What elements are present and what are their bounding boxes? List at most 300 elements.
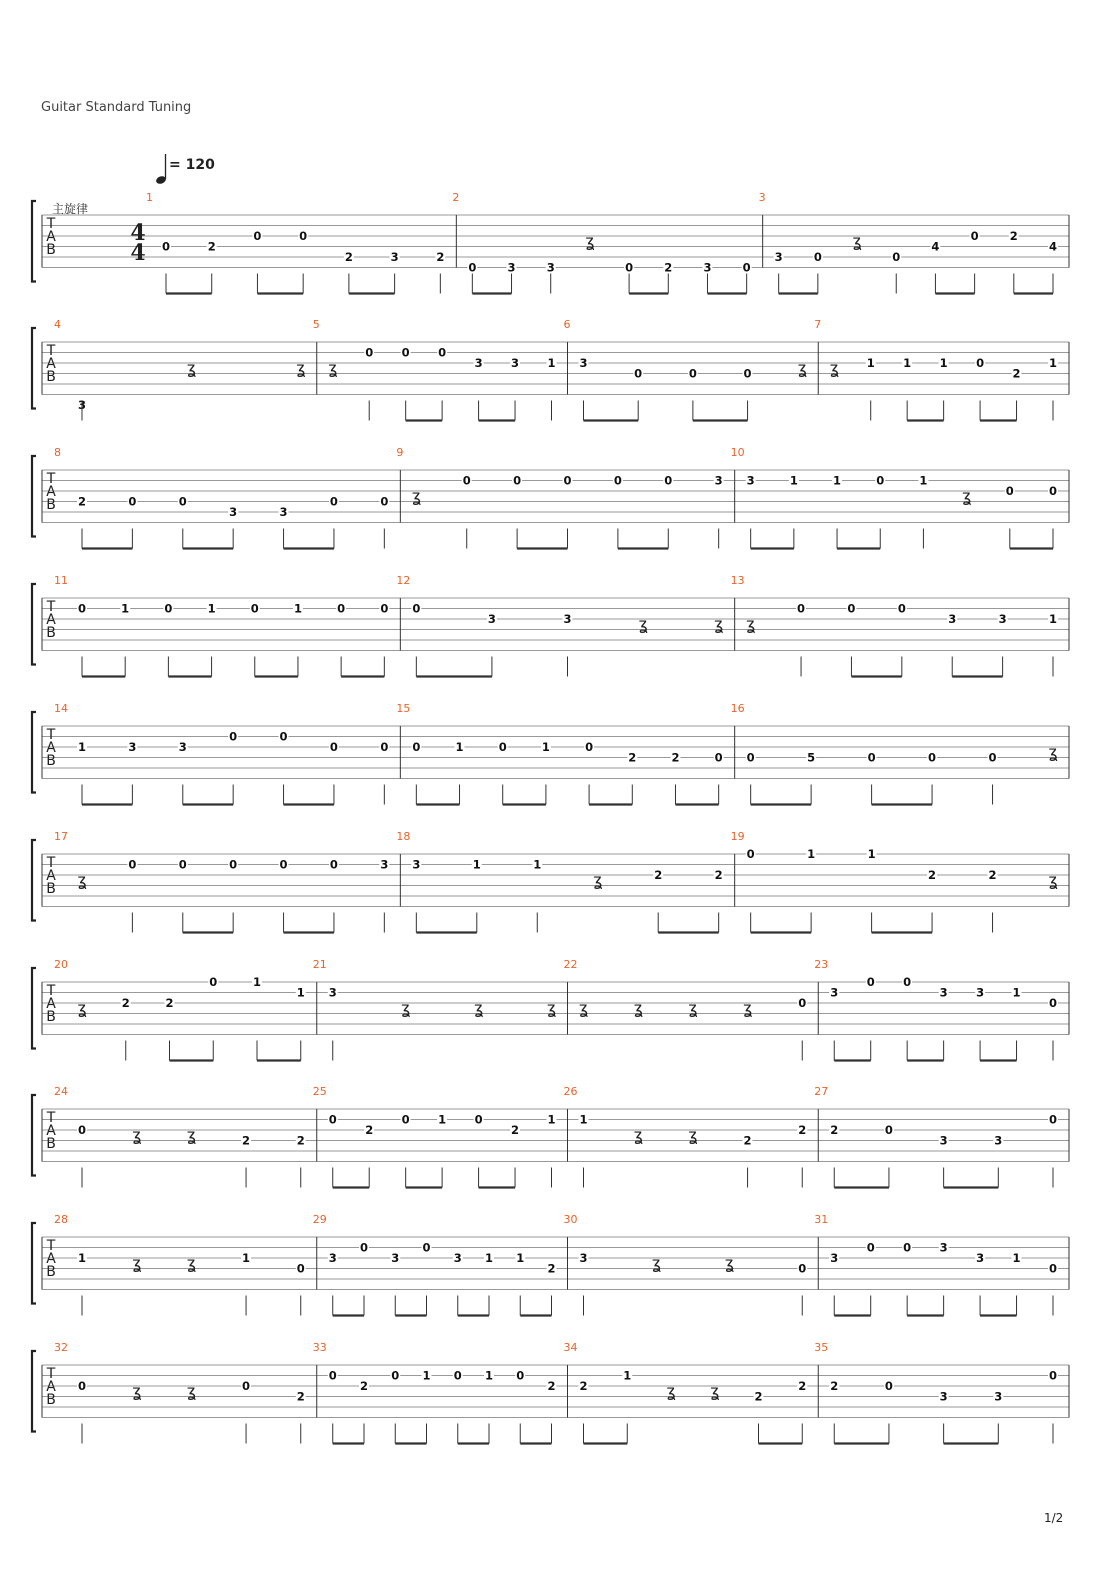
staff-system	[32, 446, 1069, 549]
fret-number: 0	[253, 229, 262, 243]
fret-number: 0	[746, 847, 755, 861]
fret-number: 1	[77, 740, 87, 754]
measure-number: 12	[396, 574, 411, 587]
staff-system	[32, 574, 1069, 677]
staff-system	[32, 318, 1069, 421]
fret-number: 0	[884, 1379, 893, 1393]
measure	[54, 446, 389, 549]
measure-number: 8	[54, 446, 61, 459]
fret-number: 0	[242, 1379, 251, 1393]
measure	[396, 830, 723, 933]
fret-number: 0	[401, 345, 410, 360]
tab-clef-letter: A	[46, 612, 56, 628]
fret-number: 0	[128, 494, 137, 509]
fret-number: 0	[1048, 996, 1058, 1010]
tab-clef-letter: T	[46, 1110, 56, 1126]
fret-number: 0	[563, 473, 572, 488]
fret-number: 0	[688, 366, 697, 381]
fret-number: 0	[299, 229, 308, 243]
quarter-rest-icon: ʓ	[797, 358, 807, 378]
staff-system	[32, 1085, 1069, 1188]
fret-number: 2	[714, 868, 723, 882]
fret-number: 0	[714, 750, 723, 765]
fret-number: 3	[128, 740, 137, 754]
tuning-label: Guitar Standard Tuning	[41, 100, 192, 115]
tab-clef-letter: B	[46, 753, 56, 769]
fret-number: 1	[472, 857, 481, 872]
fret-number: 1	[1048, 356, 1058, 370]
fret-number: 2	[296, 1389, 305, 1404]
system-bracket	[32, 968, 36, 1049]
fret-number: 0	[462, 473, 471, 488]
fret-number: 3	[229, 505, 238, 519]
fret-number: 0	[401, 1112, 410, 1127]
fret-number: 1	[77, 1251, 87, 1265]
tab-clef-letter: A	[46, 1379, 56, 1395]
fret-number: 0	[847, 601, 856, 616]
fret-number: 0	[250, 601, 259, 616]
fret-number: 0	[798, 996, 807, 1010]
quarter-rest-icon: ʓ	[961, 486, 972, 506]
measure	[313, 1341, 557, 1444]
measure	[396, 702, 723, 805]
fret-number: 0	[884, 1123, 893, 1137]
measure	[396, 574, 723, 677]
fret-number: 3	[178, 740, 187, 754]
fret-number: 0	[742, 260, 751, 275]
tab-clef-letter: A	[46, 740, 56, 756]
fret-number: 2	[579, 1379, 588, 1393]
fret-number: 2	[207, 239, 216, 254]
measure-number: 26	[563, 1085, 578, 1098]
fret-number: 1	[903, 356, 912, 370]
measure	[54, 830, 389, 933]
quarter-rest-icon: ʓ	[132, 1253, 142, 1273]
tab-clef-letter: B	[46, 1264, 56, 1280]
measure-number: 23	[814, 958, 829, 971]
fret-number: 0	[746, 750, 755, 765]
system-bracket	[32, 1351, 36, 1432]
fret-number: 2	[1012, 366, 1021, 381]
fret-number: 0	[613, 473, 622, 488]
fret-number: 3	[412, 857, 421, 872]
fret-number: 3	[579, 1251, 588, 1265]
fret-number: 0	[867, 750, 876, 765]
staff-system	[32, 1341, 1069, 1444]
fret-number: 0	[328, 1368, 337, 1383]
tab-clef-letter: T	[46, 1238, 56, 1254]
fret-number: 2	[121, 996, 130, 1010]
quarter-rest-icon: ʓ	[132, 1125, 142, 1145]
measure-number: 14	[54, 702, 68, 715]
fret-number: 0	[516, 1368, 525, 1383]
tab-clef-letter: B	[46, 497, 56, 513]
measure-number: 32	[54, 1341, 68, 1354]
fret-number: 4	[1048, 239, 1058, 254]
fret-number: 0	[178, 494, 187, 509]
fret-number: 2	[798, 1379, 807, 1393]
fret-number: 0	[634, 366, 643, 381]
measure-number: 10	[730, 446, 745, 459]
staff-system	[32, 830, 1069, 933]
fret-number: 1	[484, 1251, 494, 1265]
quarter-rest-icon: ʓ	[714, 614, 724, 634]
fret-number: 1	[242, 1251, 251, 1265]
fret-number: 0	[866, 1240, 875, 1255]
quarter-rest-icon: ʓ	[296, 358, 306, 378]
quarter-rest-icon: ʓ	[77, 870, 87, 890]
measure	[54, 702, 389, 805]
system-bracket	[32, 456, 36, 537]
fret-number: 2	[296, 1133, 305, 1148]
measure-number: 20	[54, 958, 68, 971]
fret-number: 0	[813, 250, 822, 264]
fret-number: 3	[703, 260, 712, 275]
fret-number: 0	[976, 356, 985, 370]
quarter-rest-icon: ʓ	[328, 358, 338, 378]
measure	[54, 1213, 306, 1316]
quarter-rest-icon: ʓ	[829, 358, 839, 378]
fret-number: 0	[797, 601, 806, 616]
tab-clef-letter: A	[46, 484, 56, 500]
tab-clef-letter: A	[46, 229, 56, 245]
tab-clef-letter: T	[46, 983, 56, 999]
fret-number: 2	[165, 996, 174, 1010]
quarter-rest-icon: ʓ	[186, 1381, 196, 1401]
fret-number: 3	[948, 612, 957, 626]
tab-clef-letter: A	[46, 356, 56, 372]
fret-number: 0	[391, 1368, 400, 1383]
measure-number: 9	[396, 446, 404, 459]
measure-number: 17	[54, 830, 68, 843]
measure	[313, 318, 557, 421]
fret-number: 1	[807, 847, 816, 861]
fret-number: 3	[390, 250, 399, 264]
system-bracket	[32, 328, 36, 409]
quarter-rest-icon: ʓ	[186, 1253, 196, 1273]
fret-number: 2	[511, 1123, 520, 1137]
fret-number: 0	[625, 260, 634, 275]
fret-number: 3	[380, 857, 389, 872]
fret-number: 2	[242, 1133, 251, 1148]
quarter-rest-icon: ʓ	[651, 1253, 662, 1273]
fret-number: 0	[1048, 1112, 1058, 1127]
fret-number: 0	[928, 750, 937, 765]
fret-number: 0	[903, 975, 912, 989]
fret-number: 0	[412, 601, 421, 616]
fret-number: 3	[714, 473, 723, 488]
quarter-rest-icon: ʓ	[638, 614, 648, 634]
fret-number: 3	[453, 1251, 462, 1265]
fret-number: 2	[344, 250, 353, 264]
fret-number: 1	[866, 356, 875, 370]
measure	[564, 1085, 808, 1188]
fret-number: 0	[412, 740, 421, 754]
quarter-rest-icon: ʓ	[411, 486, 421, 506]
tab-clef-letter: B	[46, 369, 56, 385]
fret-number: 2	[77, 494, 87, 509]
fret-number: 3	[939, 1240, 948, 1255]
fret-number: 1	[833, 473, 842, 488]
fret-number: 0	[474, 1112, 483, 1127]
quarter-rest-icon: ʓ	[593, 870, 603, 890]
fret-number: 2	[928, 868, 937, 882]
fret-number: 0	[77, 1379, 87, 1393]
fret-number: 3	[976, 1251, 985, 1265]
quarter-rest-icon: ʓ	[186, 358, 196, 378]
fret-number: 0	[128, 857, 137, 872]
fret-number: 3	[579, 356, 588, 370]
fret-number: 0	[359, 1240, 369, 1255]
quarter-rest-icon: ʓ	[546, 998, 557, 1018]
fret-number: 3	[746, 473, 755, 488]
tab-clef-letter: T	[46, 1366, 56, 1382]
fret-number: 1	[919, 473, 928, 488]
tab-clef-letter: B	[46, 242, 56, 258]
measure	[452, 191, 751, 294]
fret-number: 0	[876, 473, 885, 488]
measure	[54, 958, 306, 1061]
fret-number: 0	[161, 239, 171, 254]
staff-system	[32, 191, 1069, 294]
measure-number: 25	[312, 1085, 327, 1098]
fret-number: 1	[547, 1112, 556, 1127]
fret-number: 1	[939, 356, 948, 370]
time-signature-bottom: 4	[130, 240, 146, 266]
fret-number: 0	[1048, 1368, 1058, 1383]
measure	[54, 318, 305, 421]
measure-number: 7	[814, 318, 822, 331]
fret-number: 0	[498, 740, 507, 754]
measure-number: 35	[814, 1341, 829, 1354]
tab-clef-letter: A	[46, 1251, 56, 1267]
fret-number: 3	[507, 260, 516, 275]
measure	[54, 574, 389, 677]
fret-number: 0	[229, 857, 238, 872]
system-bracket	[32, 201, 36, 282]
measure	[54, 1085, 306, 1188]
fret-number: 3	[939, 1389, 948, 1404]
tab-clef-letter: T	[46, 216, 56, 232]
quarter-rest-icon: ʓ	[633, 998, 643, 1018]
measure-number: 18	[396, 830, 411, 843]
fret-number: 0	[1048, 484, 1058, 498]
measure-number: 6	[563, 318, 571, 331]
fret-number: 0	[77, 601, 87, 616]
quarter-rest-icon: ʓ	[1048, 870, 1058, 890]
measure-number: 2	[452, 191, 460, 204]
fret-number: 2	[671, 750, 680, 765]
fret-number: 2	[798, 1123, 807, 1137]
measure	[731, 574, 1058, 677]
fret-number: 1	[516, 1251, 525, 1265]
tab-clef-letter: B	[46, 1009, 56, 1025]
tab-clef-letter: T	[46, 471, 56, 487]
quarter-rest-icon: ʓ	[578, 998, 589, 1018]
measure	[564, 318, 807, 421]
quarter-rest-icon: ʓ	[666, 1381, 676, 1401]
fret-number: 0	[970, 229, 979, 243]
fret-number: 2	[547, 1261, 556, 1276]
measure-number: 21	[312, 958, 327, 971]
measure-number: 1	[146, 191, 153, 204]
measure	[564, 958, 808, 1061]
staff-system	[32, 702, 1069, 805]
measure	[731, 702, 1058, 805]
fret-number: 3	[830, 985, 839, 1000]
fret-number: 0	[77, 1123, 87, 1137]
fret-number: 1	[422, 1368, 431, 1383]
measure-number: 19	[730, 830, 745, 843]
staff-system	[32, 1213, 1069, 1316]
fret-number: 0	[892, 250, 901, 264]
fret-number: 0	[380, 494, 389, 509]
fret-number: 2	[436, 250, 445, 264]
quarter-rest-icon: ʓ	[710, 1381, 720, 1401]
fret-number: 5	[807, 750, 816, 765]
measure-number: 31	[814, 1213, 829, 1226]
fret-number: 0	[178, 857, 187, 872]
measure-number: 11	[54, 574, 68, 587]
fret-number: 2	[654, 868, 663, 882]
fret-number: 0	[422, 1240, 431, 1255]
fret-number: 0	[328, 1112, 337, 1127]
fret-number: 0	[329, 740, 338, 754]
quarter-rest-icon: ʓ	[401, 998, 411, 1018]
fret-number: 1	[1012, 1251, 1021, 1265]
tab-clef-letter: A	[46, 1123, 56, 1139]
fret-number: 1	[455, 740, 464, 754]
tab-clef-letter: B	[46, 625, 56, 641]
fret-number: 0	[453, 1368, 462, 1383]
quarter-rest-icon: ʓ	[688, 1125, 698, 1145]
fret-number: 3	[939, 1133, 948, 1148]
measure	[814, 1341, 1058, 1444]
fret-number: 3	[77, 398, 87, 412]
measure	[814, 1213, 1058, 1316]
measure	[54, 1341, 306, 1444]
fret-number: 1	[121, 601, 130, 616]
track-name: 主旋律	[51, 202, 88, 216]
fret-number: 2	[664, 260, 673, 275]
fret-number: 3	[391, 1251, 400, 1265]
fret-number: 2	[359, 1379, 369, 1393]
fret-number: 3	[774, 250, 783, 264]
system-bracket	[32, 840, 36, 921]
measure	[146, 191, 445, 294]
tab-clef-letter: A	[46, 996, 56, 1012]
fret-number: 0	[365, 345, 374, 360]
fret-number: 0	[664, 473, 673, 488]
fret-number: 3	[830, 1251, 839, 1265]
fret-number: 1	[484, 1368, 494, 1383]
fret-number: 3	[328, 985, 337, 1000]
fret-number: 1	[623, 1368, 632, 1383]
time-signature-top: 4	[130, 220, 146, 246]
fret-number: 2	[1009, 229, 1018, 243]
fret-number: 2	[743, 1133, 752, 1148]
tab-clef-letter: B	[46, 1392, 56, 1408]
quarter-rest-icon: ʓ	[473, 998, 484, 1018]
system-bracket	[32, 1223, 36, 1304]
fret-number: 3	[994, 1389, 1003, 1404]
fret-number: 3	[328, 1251, 337, 1265]
fret-number: 0	[380, 601, 389, 616]
fret-number: 0	[798, 1261, 807, 1276]
measure	[731, 446, 1058, 549]
measure-number: 30	[563, 1213, 578, 1226]
fret-number: 0	[743, 366, 752, 381]
fret-number: 2	[628, 750, 637, 765]
measure-number: 3	[758, 191, 766, 204]
quarter-rest-icon: ʓ	[77, 998, 87, 1018]
quarter-rest-icon: ʓ	[132, 1381, 142, 1401]
quarter-rest-icon: ʓ	[746, 614, 756, 634]
fret-number: 3	[474, 356, 483, 370]
fret-number: 0	[513, 473, 522, 488]
fret-number: 3	[939, 985, 948, 1000]
measure	[396, 446, 723, 549]
quarter-rest-icon: ʓ	[852, 231, 862, 251]
fret-number: 1	[1048, 612, 1058, 626]
fret-number: 0	[209, 975, 218, 989]
measure-number: 4	[54, 318, 61, 331]
fret-number: 1	[296, 985, 305, 1000]
fret-number: 0	[337, 601, 346, 616]
fret-number: 1	[789, 473, 798, 488]
measure-number: 33	[312, 1341, 327, 1354]
fret-number: 1	[541, 740, 550, 754]
fret-number: 1	[207, 601, 216, 616]
fret-number: 2	[830, 1379, 839, 1393]
measure-number: 24	[54, 1085, 68, 1098]
fret-number: 1	[867, 847, 876, 861]
fret-number: 0	[329, 494, 338, 509]
measure	[731, 830, 1058, 933]
fret-number: 3	[511, 356, 520, 370]
fret-number: 3	[546, 260, 555, 275]
system-bracket	[32, 584, 36, 665]
fret-number: 3	[487, 612, 496, 626]
staff-system	[32, 958, 1069, 1061]
measure-number: 27	[814, 1085, 829, 1098]
measure	[313, 1085, 557, 1188]
fret-number: 3	[994, 1133, 1003, 1148]
fret-number: 1	[579, 1112, 588, 1127]
measure-number: 13	[730, 574, 745, 587]
measure-number: 5	[312, 318, 320, 331]
fret-number: 1	[533, 857, 542, 872]
quarter-rest-icon: ʓ	[186, 1125, 196, 1145]
measure	[564, 1213, 808, 1316]
tab-clef-letter: B	[46, 881, 56, 897]
tab-clef-letter: A	[46, 868, 56, 884]
measure	[313, 1213, 557, 1316]
fret-number: 0	[380, 740, 389, 754]
measure-number: 22	[563, 958, 578, 971]
measure-number: 34	[563, 1341, 578, 1354]
quarter-rest-icon: ʓ	[585, 231, 595, 251]
fret-number: 0	[229, 729, 238, 744]
system-bracket	[32, 712, 36, 793]
measure	[814, 1085, 1058, 1188]
measure-number: 16	[730, 702, 745, 715]
tab-clef-letter: T	[46, 727, 56, 743]
measure	[759, 191, 1058, 294]
fret-number: 0	[1048, 1261, 1058, 1276]
quarter-rest-icon: ʓ	[1048, 742, 1058, 762]
quarter-rest-icon: ʓ	[742, 998, 753, 1018]
